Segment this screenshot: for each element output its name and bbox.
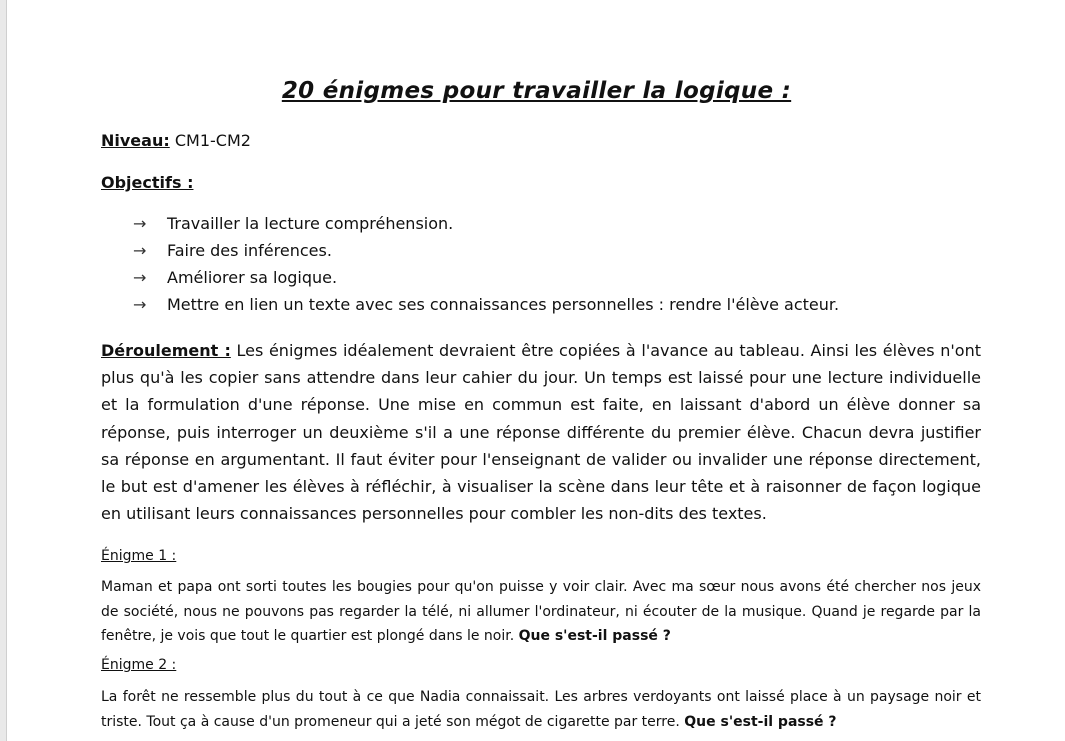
enigme-1-text: Maman et papa ont sorti toutes les bougies pour qu'on puisse y voir clair. Avec ma sœur nous avons été chercher nos jeux de société, nous ne pouvons pas regarder la télé, ni allumer l'ordinateur, ni écouter de la musique. Quand je regarde par la fenêtre, je vois que tout le quartier est plongé dans le noir. Que s'est-il passé ? bbox=[101, 579, 981, 644]
objectifs-heading bbox=[101, 173, 193, 192]
deroulement-text: Les énigmes idéalement devraient être copiées à l'avance au tableau. Ainsi les élèves n'ont plus qu'à les copier sans attendre dans leur cahier du jour. Un temps est laissé pour une lecture individuelle et la formulation d'une réponse. Une mise en commun est faite, en laissant d'abord un élève donner sa réponse, puis interroger un deuxième s'il a une réponse différente du premier élève. Chacun devra justifier sa réponse en argumentant. Il faut éviter pour l'enseignant de valider ou invalider une réponse directement, le but est d'amener les élèves à réfléchir, à visualiser la scène dans leur tête et à raisonner de façon logique en utilisant leurs connaissances personnelles pour combler les non-dits des textes. bbox=[101, 341, 981, 524]
arrow-right-icon: → bbox=[133, 241, 147, 260]
deroulement-paragraph bbox=[101, 337, 981, 527]
enigme-1-question: Que s'est-il passé ? bbox=[518, 628, 671, 644]
deroulement-label: Déroulement : bbox=[101, 341, 231, 360]
niveau-label: Niveau: bbox=[101, 131, 170, 150]
objectifs-label: Objectifs : bbox=[101, 173, 194, 192]
objectifs-list bbox=[133, 213, 839, 321]
list-item: → Faire des inférences. bbox=[133, 241, 332, 260]
list-item: → Améliorer sa logique. bbox=[133, 268, 338, 287]
list-item: → Travailler la lecture compréhension. bbox=[133, 214, 454, 233]
enigme-2-text: La forêt ne ressemble plus du tout à ce que Nadia connaissait. Les arbres verdoyants ont laissé place à un paysage noir et triste. Tout ça à cause d'un promeneur qui a jeté son mégot de cigarette par terre. Que s'est-il passé ? bbox=[101, 689, 981, 730]
arrow-right-icon: → bbox=[133, 295, 147, 314]
arrow-right-icon: → bbox=[133, 268, 147, 287]
enigme-1-title: Énigme 1 : bbox=[101, 548, 177, 564]
niveau-value: CM1-CM2 bbox=[174, 131, 251, 150]
enigme-2-question: Que s'est-il passé ? bbox=[684, 713, 837, 730]
document-page bbox=[6, 0, 1065, 741]
niveau-line bbox=[101, 131, 251, 150]
list-item: → Mettre en lien un texte avec ses connaissances personnelles : rendre l'élève acteur. bbox=[133, 295, 840, 314]
document-title: 20 énigmes pour travailler la logique : bbox=[281, 78, 792, 104]
enigme-2-title: Énigme 2 : bbox=[101, 657, 177, 673]
arrow-right-icon: → bbox=[133, 214, 147, 233]
